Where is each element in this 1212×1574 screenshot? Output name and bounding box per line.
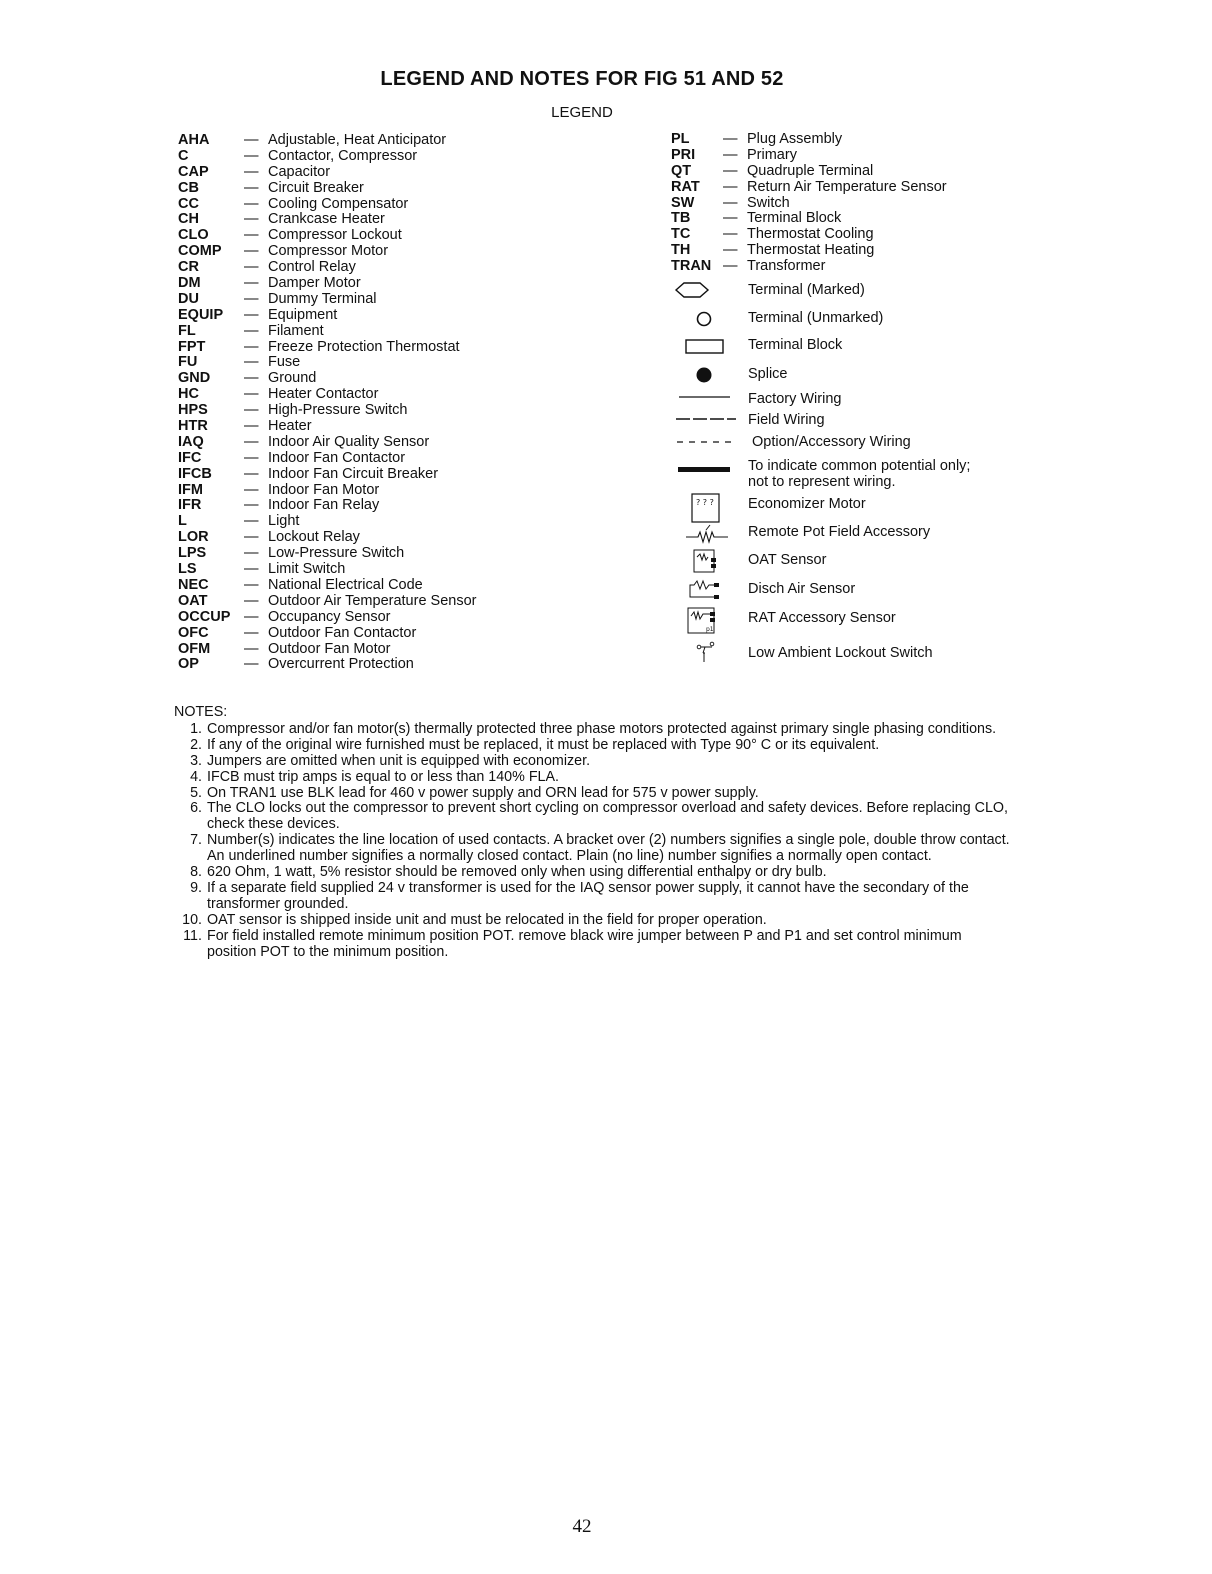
legend-description: Heater bbox=[268, 418, 312, 435]
legend-description: Transformer bbox=[747, 258, 826, 275]
legend-code: AHA bbox=[178, 132, 210, 148]
legend-code: NEC bbox=[178, 576, 209, 593]
legend-entry bbox=[178, 133, 476, 149]
legend-entry bbox=[178, 244, 476, 260]
legend-description: Lockout Relay bbox=[268, 529, 360, 546]
legend-code: IFM bbox=[178, 481, 203, 498]
legend-description: Adjustable, Heat Anticipator bbox=[268, 132, 447, 148]
legend-dash: — bbox=[244, 402, 259, 419]
legend-dash: — bbox=[244, 640, 259, 657]
oat-sensor-icon bbox=[672, 548, 738, 576]
legend-entry bbox=[178, 276, 476, 292]
economizer-motor-icon bbox=[672, 492, 738, 524]
legend-code: OFM bbox=[178, 640, 211, 657]
legend-description: Occupancy Sensor bbox=[268, 608, 391, 625]
legend-description: Contactor, Compressor bbox=[268, 147, 418, 164]
legend-dash: — bbox=[244, 338, 259, 355]
legend-entry bbox=[178, 292, 476, 308]
legend-heading: LEGEND bbox=[551, 104, 613, 121]
legend-entry bbox=[178, 530, 476, 546]
note-text: 620 Ohm, 1 watt, 5% resistor should be removed only when using differential enthalpy or dry bulb. bbox=[207, 864, 827, 881]
legend-entry bbox=[178, 451, 476, 467]
legend-description: Indoor Fan Circuit Breaker bbox=[268, 465, 439, 482]
legend-dash: — bbox=[723, 162, 738, 179]
legend-code: TH bbox=[671, 242, 691, 259]
legend-dash: — bbox=[244, 481, 259, 498]
legend-dash: — bbox=[244, 259, 259, 276]
symbol-label: Option/Accessory Wiring bbox=[752, 434, 911, 450]
legend-description: Return Air Temperature Sensor bbox=[747, 178, 947, 195]
legend-code: TRAN bbox=[671, 258, 712, 275]
legend-dash: — bbox=[244, 322, 259, 339]
legend-dash: — bbox=[244, 211, 259, 228]
legend-code: L bbox=[178, 513, 187, 530]
legend-code: LS bbox=[178, 561, 197, 578]
legend-entry bbox=[178, 197, 476, 213]
terminal-unmarked-icon bbox=[672, 306, 738, 330]
legend-code: EQUIP bbox=[178, 306, 224, 323]
legend-entry bbox=[671, 211, 947, 227]
note-number: 7. bbox=[190, 832, 202, 849]
legend-entry bbox=[178, 578, 476, 594]
note-text: Jumpers are omitted when unit is equipped with economizer. bbox=[207, 752, 591, 769]
legend-code: CC bbox=[178, 195, 199, 212]
legend-description: Indoor Fan Motor bbox=[268, 481, 380, 498]
note-item bbox=[174, 881, 1014, 913]
legend-dash: — bbox=[244, 561, 259, 578]
legend-code: PL bbox=[671, 131, 690, 147]
legend-code: HTR bbox=[178, 418, 208, 435]
note-text: IFCB must trip amps is equal to or less than 140% FLA. bbox=[207, 768, 560, 785]
rat-sensor-icon bbox=[672, 606, 738, 636]
legend-description: Limit Switch bbox=[268, 561, 346, 578]
legend-description: Primary bbox=[747, 146, 797, 163]
legend-dash: — bbox=[244, 275, 259, 292]
legend-dash: — bbox=[244, 179, 259, 196]
page-number: 42 bbox=[572, 1516, 592, 1537]
factory-wiring-icon bbox=[672, 388, 738, 412]
legend-entry bbox=[671, 148, 947, 164]
legend-dash: — bbox=[244, 195, 259, 212]
legend-code: OFC bbox=[178, 624, 209, 641]
legend-description: Light bbox=[268, 513, 300, 530]
legend-description: Ground bbox=[268, 370, 317, 387]
legend-dash: — bbox=[244, 449, 259, 466]
note-item bbox=[174, 801, 1014, 833]
symbol-label: Economizer Motor bbox=[748, 496, 866, 512]
legend-description: Overcurrent Protection bbox=[268, 656, 414, 673]
legend-entry bbox=[671, 227, 947, 243]
note-item bbox=[174, 722, 1014, 738]
legend-code: RAT bbox=[671, 178, 700, 195]
legend-description: Outdoor Fan Motor bbox=[268, 640, 391, 657]
note-number: 5. bbox=[190, 784, 202, 801]
legend-entry bbox=[178, 435, 476, 451]
legend-entry bbox=[671, 164, 947, 180]
legend-entry bbox=[178, 165, 476, 181]
legend-dash: — bbox=[244, 163, 259, 180]
legend-dash: — bbox=[723, 242, 738, 259]
legend-code: FPT bbox=[178, 338, 206, 355]
note-number: 8. bbox=[190, 864, 202, 881]
svg-text:p1: p1 bbox=[706, 626, 714, 633]
note-text: If any of the original wire furnished must be replaced, it must be replaced with Type 90° C or its equivalent. bbox=[207, 736, 880, 753]
legend-code: FL bbox=[178, 322, 196, 339]
legend-description: Damper Motor bbox=[268, 275, 361, 292]
legend-dash: — bbox=[244, 497, 259, 514]
notes-section bbox=[174, 705, 1014, 961]
symbol-label: OAT Sensor bbox=[748, 552, 827, 568]
legend-entry bbox=[671, 196, 947, 212]
note-item bbox=[174, 865, 1014, 881]
legend-code: CLO bbox=[178, 227, 209, 244]
legend-description: Equipment bbox=[268, 306, 338, 323]
legend-code: OCCUP bbox=[178, 608, 231, 625]
legend-entry bbox=[178, 340, 476, 356]
note-text: For field installed remote minimum position POT. remove black wire jumper between P and P1 and set control minimum position POT to the minimum position. bbox=[207, 927, 962, 960]
legend-dash: — bbox=[244, 529, 259, 546]
legend-entry bbox=[178, 546, 476, 562]
legend-description: Capacitor bbox=[268, 163, 331, 180]
notes-heading: NOTES: bbox=[174, 704, 228, 720]
legend-code: IAQ bbox=[178, 433, 204, 450]
note-number: 9. bbox=[190, 879, 202, 896]
legend-list-right bbox=[671, 132, 947, 275]
legend-code: OAT bbox=[178, 592, 208, 609]
legend-code: OP bbox=[178, 656, 199, 673]
legend-description: High-Pressure Switch bbox=[268, 402, 408, 419]
legend-code: PRI bbox=[671, 146, 696, 163]
legend-dash: — bbox=[244, 465, 259, 482]
legend-dash: — bbox=[244, 290, 259, 307]
legend-entry bbox=[178, 387, 476, 403]
legend-entry bbox=[178, 355, 476, 371]
legend-code: QT bbox=[671, 162, 692, 179]
legend-code: HC bbox=[178, 386, 199, 403]
common-potential-icon bbox=[672, 456, 738, 480]
legend-dash: — bbox=[244, 576, 259, 593]
symbol-label: Remote Pot Field Accessory bbox=[748, 524, 931, 540]
legend-code: TB bbox=[671, 210, 691, 227]
svg-text:? ? ?: ? ? ? bbox=[696, 498, 714, 507]
disch-air-sensor-icon bbox=[672, 577, 738, 605]
legend-dash: — bbox=[723, 131, 738, 147]
symbol-label: Terminal Block bbox=[748, 337, 843, 353]
legend-dash: — bbox=[244, 418, 259, 435]
legend-dash: — bbox=[723, 258, 738, 275]
legend-description: Terminal Block bbox=[747, 210, 842, 227]
legend-dash: — bbox=[723, 194, 738, 211]
legend-dash: — bbox=[244, 147, 259, 164]
legend-code: IFR bbox=[178, 497, 202, 514]
legend-dash: — bbox=[723, 226, 738, 243]
legend-entry bbox=[671, 243, 947, 259]
legend-entry bbox=[178, 181, 476, 197]
symbol-label: Terminal (Marked) bbox=[748, 282, 865, 298]
legend-dash: — bbox=[244, 545, 259, 562]
legend-entry bbox=[671, 180, 947, 196]
legend-code: SW bbox=[671, 194, 695, 211]
note-item bbox=[174, 929, 1014, 961]
legend-description: Outdoor Air Temperature Sensor bbox=[268, 592, 477, 609]
legend-description: Control Relay bbox=[268, 259, 356, 276]
legend-dash: — bbox=[244, 227, 259, 244]
legend-code: CB bbox=[178, 179, 199, 196]
option-wiring-icon bbox=[672, 432, 738, 456]
legend-dash: — bbox=[244, 513, 259, 530]
legend-entry bbox=[178, 212, 476, 228]
legend-code: DM bbox=[178, 275, 201, 292]
legend-entry bbox=[178, 514, 476, 530]
legend-code: DU bbox=[178, 290, 199, 307]
legend-entry bbox=[178, 403, 476, 419]
legend-description: Crankcase Heater bbox=[268, 211, 385, 228]
legend-dash: — bbox=[244, 306, 259, 323]
legend-dash: — bbox=[723, 146, 738, 163]
legend-entry bbox=[178, 642, 476, 658]
legend-description: Outdoor Fan Contactor bbox=[268, 624, 417, 641]
terminal-block-icon bbox=[672, 334, 738, 358]
note-item bbox=[174, 738, 1014, 754]
legend-code: COMP bbox=[178, 243, 222, 260]
symbol-label: not to represent wiring. bbox=[748, 474, 896, 490]
legend-code: CR bbox=[178, 259, 199, 276]
legend-description: Thermostat Heating bbox=[747, 242, 875, 259]
legend-dash: — bbox=[244, 608, 259, 625]
note-text: On TRAN1 use BLK lead for 460 v power supply and ORN lead for 575 v power supply. bbox=[207, 784, 759, 801]
legend-description: Compressor Lockout bbox=[268, 227, 402, 244]
note-text: Number(s) indicates the line location of used contacts. A bracket over (2) numbers signifies a single pole, double throw contact. An underlined number signifies a normally closed contact. Plain (no line) number signifies a normally open contact. bbox=[207, 832, 1010, 865]
resistor-icon bbox=[672, 522, 738, 546]
legend-description: National Electrical Code bbox=[268, 576, 423, 593]
symbol-label: Factory Wiring bbox=[748, 391, 842, 407]
legend-entry bbox=[178, 483, 476, 499]
legend-description: Compressor Motor bbox=[268, 243, 389, 260]
legend-description: Circuit Breaker bbox=[268, 179, 364, 196]
legend-code: TC bbox=[671, 226, 691, 243]
legend-dash: — bbox=[244, 370, 259, 387]
legend-description: Indoor Fan Contactor bbox=[268, 449, 406, 466]
legend-description: Fuse bbox=[268, 354, 301, 371]
legend-description: Indoor Air Quality Sensor bbox=[268, 433, 430, 450]
legend-entry bbox=[178, 228, 476, 244]
splice-icon bbox=[672, 362, 738, 386]
note-item bbox=[174, 913, 1014, 929]
legend-dash: — bbox=[244, 243, 259, 260]
legend-description: Thermostat Cooling bbox=[747, 226, 874, 243]
legend-entry bbox=[178, 260, 476, 276]
legend-dash: — bbox=[723, 178, 738, 195]
note-number: 11. bbox=[183, 927, 202, 944]
note-item bbox=[174, 833, 1014, 865]
field-wiring-icon bbox=[672, 410, 738, 434]
notes-list bbox=[174, 722, 1014, 961]
legend-dash: — bbox=[244, 386, 259, 403]
legend-dash: — bbox=[244, 132, 259, 148]
legend-description: Low-Pressure Switch bbox=[268, 545, 405, 562]
legend-code: LOR bbox=[178, 529, 209, 546]
legend-entry bbox=[178, 610, 476, 626]
legend-code: HPS bbox=[178, 402, 208, 419]
legend-entry bbox=[178, 419, 476, 435]
legend-code: IFCB bbox=[178, 465, 212, 482]
symbol-label: Field Wiring bbox=[748, 412, 825, 428]
legend-entry bbox=[671, 132, 947, 148]
note-text: OAT sensor is shipped inside unit and must be relocated in the field for proper operation. bbox=[207, 911, 767, 928]
note-text: The CLO locks out the compressor to prevent short cycling on compressor overload and safety devices. Before replacing CLO, check these devices. bbox=[207, 800, 1009, 833]
legend-dash: — bbox=[244, 354, 259, 371]
legend-code: IFC bbox=[178, 449, 202, 466]
symbol-label: RAT Accessory Sensor bbox=[748, 610, 896, 626]
legend-description: Filament bbox=[268, 322, 324, 339]
legend-code: CAP bbox=[178, 163, 209, 180]
low-ambient-switch-icon bbox=[672, 640, 738, 668]
symbol-label: Splice bbox=[748, 366, 788, 382]
legend-code: GND bbox=[178, 370, 211, 387]
legend-code: FU bbox=[178, 354, 198, 371]
legend-entry bbox=[178, 324, 476, 340]
legend-list-left bbox=[178, 133, 476, 673]
legend-description: Quadruple Terminal bbox=[747, 162, 874, 179]
note-number: 1. bbox=[190, 720, 202, 737]
symbol-label: Low Ambient Lockout Switch bbox=[748, 645, 933, 661]
note-number: 4. bbox=[190, 768, 202, 785]
terminal-marked-icon bbox=[672, 278, 738, 302]
legend-description: Indoor Fan Relay bbox=[268, 497, 380, 514]
legend-description: Heater Contactor bbox=[268, 386, 379, 403]
legend-entry bbox=[178, 467, 476, 483]
legend-code: LPS bbox=[178, 545, 207, 562]
legend-description: Dummy Terminal bbox=[268, 290, 377, 307]
symbol-label: Terminal (Unmarked) bbox=[748, 310, 884, 326]
legend-dash: — bbox=[723, 210, 738, 227]
legend-dash: — bbox=[244, 656, 259, 673]
symbol-label: Disch Air Sensor bbox=[748, 581, 856, 597]
legend-dash: — bbox=[244, 592, 259, 609]
legend-dash: — bbox=[244, 624, 259, 641]
note-number: 10. bbox=[182, 911, 202, 928]
legend-entry bbox=[178, 594, 476, 610]
note-item bbox=[174, 786, 1014, 802]
legend-entry bbox=[178, 498, 476, 514]
legend-entry bbox=[671, 259, 947, 275]
note-text: If a separate field supplied 24 v transformer is used for the IAQ sensor power supply, it cannot have the secondary of the transformer grounded. bbox=[207, 879, 969, 912]
legend-code: C bbox=[178, 147, 189, 164]
legend-entry bbox=[178, 562, 476, 578]
legend-code: CH bbox=[178, 211, 199, 228]
legend-entry bbox=[178, 371, 476, 387]
legend-entry bbox=[178, 626, 476, 642]
note-text: Compressor and/or fan motor(s) thermally protected three phase motors protected against primary single phasing conditions. bbox=[207, 720, 997, 737]
legend-entry bbox=[178, 657, 476, 673]
symbol-label: To indicate common potential only; bbox=[748, 458, 971, 474]
legend-dash: — bbox=[244, 433, 259, 450]
note-item bbox=[174, 770, 1014, 786]
note-item bbox=[174, 754, 1014, 770]
legend-description: Plug Assembly bbox=[747, 131, 843, 147]
note-number: 3. bbox=[190, 752, 202, 769]
note-number: 2. bbox=[190, 736, 202, 753]
legend-entry bbox=[178, 149, 476, 165]
page-title: LEGEND AND NOTES FOR FIG 51 AND 52 bbox=[380, 68, 784, 90]
legend-entry bbox=[178, 308, 476, 324]
legend-description: Freeze Protection Thermostat bbox=[268, 338, 460, 355]
note-number: 6. bbox=[190, 800, 202, 817]
legend-description: Switch bbox=[747, 194, 790, 211]
legend-description: Cooling Compensator bbox=[268, 195, 409, 212]
